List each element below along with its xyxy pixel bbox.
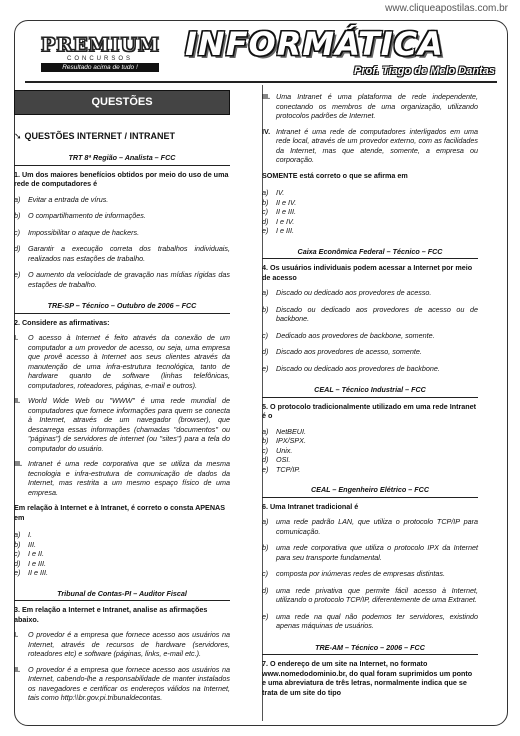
- question-source: TRT 8ª Região – Analista – FCC: [14, 148, 230, 166]
- statement-text: Intranet é uma rede de computadores interligados em uma rede local, através de um provedor externo, com as facilidades da Internet, mas que atende, somente, a empresa ou corporação.: [276, 126, 478, 164]
- question-source: TRE-AM – Técnico – 2006 – FCC: [262, 638, 478, 656]
- option-text: Dedicado aos provedores de backbone, somente.: [276, 330, 435, 340]
- statement-item: [14, 333, 230, 390]
- question-text: 7. O endereço de um site na Internet, no formato www.nomedodominio.br, do qual foram suprimidos um ponto e uma abreviatura de três letras, normalmente indica que se trata de um site do tipo: [262, 659, 473, 697]
- answer-option: [262, 288, 478, 298]
- option-text: Evitar a entrada de vírus.: [28, 194, 109, 204]
- option-letter: b): [262, 436, 269, 445]
- option-letter: e): [262, 611, 269, 621]
- option-text: uma rede na qual não podemos ter servidores, existindo apenas máquinas de usuários.: [276, 611, 478, 630]
- option-letter: d): [262, 585, 269, 595]
- question-ask: SOMENTE está correto o que se afirma em: [262, 170, 408, 180]
- option-text: Discado ou dedicado aos provedores de acesso ou de backbone.: [276, 304, 478, 323]
- option-text: I.: [28, 530, 32, 540]
- option-letter: d): [262, 347, 269, 356]
- statement-number: IV.: [262, 126, 271, 136]
- answer-option: [14, 549, 230, 559]
- option-text: NetBEUI.: [276, 426, 306, 436]
- question-source: Caixa Econômica Federal – Técnico – FCC: [262, 242, 478, 260]
- answer-option: [14, 195, 230, 205]
- option-text: II e IV.: [276, 197, 297, 207]
- option-text: uma rede padrão LAN, que utiliza o protocolo TCP/IP para comunicação.: [276, 517, 478, 536]
- option-letter: e): [262, 464, 269, 474]
- option-text: Impossibilitar o ataque de hackers.: [28, 227, 140, 237]
- statement-item: [262, 127, 478, 165]
- answer-option: [14, 540, 230, 550]
- option-letter: d): [14, 558, 21, 568]
- option-text: Garantir a execução correta dos trabalhos individuais, realizados nas estações de trabalho.: [28, 244, 230, 263]
- option-letter: b): [262, 543, 269, 552]
- answer-options: [262, 288, 478, 373]
- statement-item: [14, 665, 230, 703]
- answer-option: [262, 331, 478, 341]
- question-source: Tribunal de Contas-PI – Auditor Fiscal: [14, 584, 230, 602]
- option-text: II e III.: [276, 207, 296, 216]
- option-letter: a): [262, 188, 269, 197]
- logo-main: PREMIUM: [41, 34, 161, 56]
- answer-option: [262, 543, 478, 562]
- option-letter: d): [14, 244, 21, 254]
- section-heading-text: QUESTÕES INTERNET / INTRANET: [24, 130, 176, 141]
- logo-sub: CONCURSOS: [66, 56, 133, 62]
- option-text: IV.: [276, 188, 285, 197]
- answer-option: [262, 226, 478, 236]
- option-letter: d): [262, 216, 269, 226]
- statement-number: III.: [14, 459, 22, 469]
- answer-option: [262, 436, 478, 446]
- question-text: 3. Em relação a Internet e Intranet, analise as afirmações abaixo.: [14, 605, 208, 624]
- section-heading: [14, 131, 230, 143]
- statement-number: II.: [14, 664, 20, 674]
- statements: [14, 630, 230, 703]
- statement-number: II.: [14, 396, 20, 406]
- question-text: 4. Os usuários individuais podem acessar a Internet por meio de acesso: [262, 263, 473, 282]
- answer-options: [262, 188, 478, 236]
- option-letter: a): [262, 517, 269, 526]
- option-letter: c): [14, 549, 20, 559]
- option-letter: c): [262, 207, 268, 216]
- option-letter: d): [262, 455, 269, 464]
- option-letter: a): [14, 530, 21, 540]
- answer-option: [262, 427, 478, 437]
- statement-text: O acesso à Internet é feito através da conexão de um computador a um provedor de acesso, ou seja, uma empresa que provê acesso à Internet aos seus clientes através da manutenção de uma infra-estrutura tecnológica, tanto de hardware quanto de software (linhas telefônicas, computadores, roteadores, páginas, e-mail e outros).: [28, 333, 230, 390]
- statement-text: O provedor é a empresa que fornece acesso aos usuários na Internet, cabendo-lhe a responsabilidade de manter instalados os navegadores e certificar os endereços válidos na Internet, tais como http:\\br.gov.pi.tribunaldecontas.: [28, 664, 230, 703]
- logo-tagline: Resultado acima de tudo !: [41, 63, 159, 72]
- answer-option: [262, 188, 478, 198]
- answer-option: [262, 612, 478, 631]
- option-text: OSI.: [276, 455, 291, 464]
- option-text: IPX/SPX.: [276, 436, 306, 445]
- statement-number: I.: [14, 333, 18, 343]
- answer-option: [14, 270, 230, 289]
- option-text: I e III.: [276, 226, 294, 235]
- question-ask: Em relação à Internet e à Intranet, é correto o consta APENAS em: [14, 503, 226, 522]
- option-letter: a): [14, 194, 21, 204]
- questions-banner: QUESTÕES: [14, 90, 230, 115]
- site-url[interactable]: www.cliqueapostilas.com.br: [385, 3, 508, 14]
- answer-option: [262, 517, 478, 536]
- option-text: Discado ou dedicado aos provedores de backbone.: [276, 363, 440, 373]
- statement-text: Uma Intranet é uma plataforma de rede independente, conectando os membros de uma organização, utilizando protocolos padrões de Internet.: [276, 92, 478, 120]
- header-rule: [25, 81, 497, 83]
- page-title: INFORMÁTICA: [185, 25, 444, 63]
- option-letter: b): [262, 304, 269, 314]
- answer-option: [14, 559, 230, 569]
- answer-options: [14, 195, 230, 290]
- statement-item: [262, 92, 478, 121]
- statement-item: [14, 630, 230, 659]
- right-column: [262, 92, 478, 703]
- arrow-icon: ➘: [14, 130, 22, 141]
- option-letter: b): [262, 197, 269, 207]
- option-text: I e IV.: [276, 216, 295, 226]
- left-column: [14, 90, 230, 709]
- statement-text: World Wide Web ou "WWW" é uma rede mundial de computadores que fornece informações para quem se conecta à Internet, através de um navegador (browser), que descarrega essas informações (chamadas "documentos" ou "páginas") de servidores de internet (ou "sites") para a tela do computador do usuário.: [28, 396, 230, 453]
- option-text: TCP/IP.: [276, 464, 301, 474]
- statement-number: I.: [14, 630, 18, 640]
- answer-option: [262, 364, 478, 374]
- option-text: O compartilhamento de informações.: [28, 211, 146, 221]
- answer-option: [262, 455, 478, 465]
- option-text: Discado aos provedores de acesso, somente.: [276, 347, 422, 356]
- option-letter: c): [262, 569, 268, 578]
- question-text: 5. O protocolo tradicionalmente utilizado em uma rede Intranet é o: [262, 401, 477, 420]
- question-source: CEAL – Engenheiro Elétrico – FCC: [262, 480, 478, 498]
- answer-option: [262, 347, 478, 357]
- answer-option: [262, 217, 478, 227]
- question-text: 1. Um dos maiores benefícios obtidos por meio do uso de uma rede de computadores é: [14, 169, 229, 189]
- statements: [262, 92, 478, 165]
- statements: [14, 333, 230, 497]
- option-text: uma rede privativa que permite fácil acesso à Internet, utilizando o protocolo TCP/IP, diferentemente de uma Extranet.: [276, 585, 478, 604]
- answer-option: [14, 530, 230, 540]
- question-text: 6. Uma Intranet tradicional é: [262, 501, 359, 511]
- option-letter: b): [14, 539, 21, 549]
- answer-options: [14, 530, 230, 578]
- answer-option: [262, 198, 478, 208]
- answer-option: [262, 446, 478, 456]
- option-letter: e): [14, 568, 21, 578]
- option-letter: a): [262, 426, 269, 436]
- answer-option: [262, 586, 478, 605]
- statement-item: [14, 396, 230, 453]
- answer-options: [262, 427, 478, 475]
- option-text: Discado ou dedicado aos provedores de acesso.: [276, 288, 432, 297]
- answer-option: [14, 211, 230, 221]
- author-name: Prof. Tiago de Melo Dantas: [354, 65, 495, 77]
- option-letter: e): [262, 226, 269, 235]
- option-letter: c): [14, 227, 20, 237]
- statement-number: III.: [262, 92, 270, 101]
- answer-option: [14, 244, 230, 263]
- answer-option: [14, 568, 230, 578]
- answer-option: [262, 465, 478, 475]
- option-text: II e III.: [28, 568, 48, 578]
- option-letter: e): [14, 270, 21, 280]
- premium-logo: [41, 35, 159, 72]
- option-letter: b): [14, 211, 21, 221]
- option-letter: c): [262, 445, 268, 455]
- option-text: uma rede corporativa que utiliza o protocolo IPX da Internet para seu transporte fundamental.: [276, 543, 478, 562]
- option-text: I e II.: [28, 549, 44, 559]
- option-text: Unix.: [276, 445, 293, 455]
- statement-item: [14, 459, 230, 497]
- question-text: 2. Considere as afirmativas:: [14, 317, 110, 327]
- statement-text: Intranet é uma rede corporativa que se utiliza da mesma tecnologia e infra-estrutura de comunicação de dados da Internet, mas restrita a um mesmo espaço físico de uma empresa.: [28, 459, 230, 497]
- answer-option: [262, 569, 478, 579]
- option-letter: c): [262, 330, 268, 340]
- option-text: III.: [28, 539, 36, 549]
- question-source: TRE-SP – Técnico – Outubro de 2006 – FCC: [14, 296, 230, 314]
- answer-options: [262, 517, 478, 631]
- answer-option: [262, 207, 478, 217]
- option-text: I e III.: [28, 558, 46, 568]
- option-letter: a): [262, 288, 269, 297]
- option-text: composta por inúmeras redes de empresas distintas.: [276, 569, 445, 578]
- answer-option: [262, 305, 478, 324]
- answer-option: [14, 228, 230, 238]
- statement-text: O provedor é a empresa que fornece acesso aos usuários na Internet, através de recursos de hardware (servidores, roteadores etc) e software (páginas, links, e-mail etc.).: [28, 630, 230, 659]
- question-source: CEAL – Técnico Industrial – FCC: [262, 380, 478, 398]
- option-text: O aumento da velocidade de gravação nas mídias rígidas das estações de trabalho.: [28, 270, 230, 289]
- option-letter: e): [262, 363, 269, 373]
- page-header: [15, 21, 507, 81]
